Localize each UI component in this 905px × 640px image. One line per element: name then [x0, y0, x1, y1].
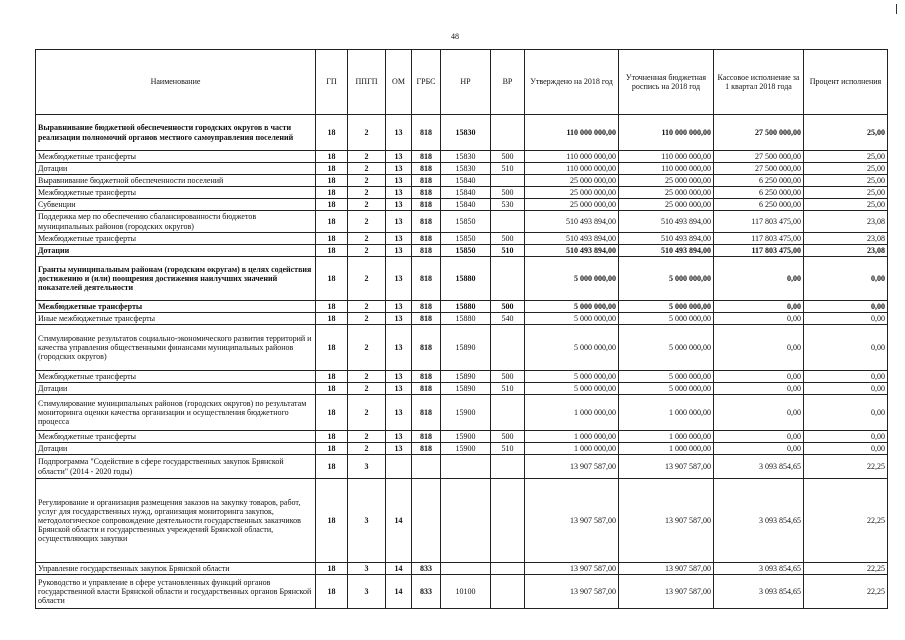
cell-gp: 18 [316, 455, 348, 479]
table-row [36, 431, 888, 443]
cell-approved: 13 907 587,00 [525, 479, 619, 563]
cell-approved: 25 000 000,00 [525, 187, 619, 199]
cell-cash: 0,00 [714, 395, 804, 431]
cell-percent: 25,00 [804, 151, 888, 163]
cell-om: 14 [386, 479, 412, 563]
cell-cash: 0,00 [714, 443, 804, 455]
header-gp: ГП [316, 50, 348, 115]
cell-grbs: 818 [412, 245, 441, 257]
cell-ppgp: 2 [348, 245, 386, 257]
cell-percent: 0,00 [804, 395, 888, 431]
cell-refined: 5 000 000,00 [619, 371, 714, 383]
table-row [36, 163, 888, 175]
cell-gp: 18 [316, 163, 348, 175]
cell-om: 13 [386, 257, 412, 301]
cell-ppgp: 2 [348, 115, 386, 151]
cell-vr: 510 [491, 163, 525, 175]
cell-vr [491, 455, 525, 479]
cell-percent: 25,00 [804, 199, 888, 211]
cell-approved: 25 000 000,00 [525, 175, 619, 187]
cell-percent: 0,00 [804, 313, 888, 325]
cell-om: 13 [386, 301, 412, 313]
cell-grbs: 818 [412, 163, 441, 175]
cell-percent: 25,00 [804, 163, 888, 175]
cell-grbs: 818 [412, 325, 441, 371]
cell-refined: 5 000 000,00 [619, 383, 714, 395]
cell-gp: 18 [316, 257, 348, 301]
cell-approved: 1 000 000,00 [525, 443, 619, 455]
cell-grbs: 818 [412, 151, 441, 163]
cell-ppgp: 3 [348, 563, 386, 575]
table-header-row [36, 50, 888, 115]
cell-refined: 1 000 000,00 [619, 443, 714, 455]
cell-gp: 18 [316, 233, 348, 245]
cell-grbs: 818 [412, 233, 441, 245]
cell-ppgp: 2 [348, 383, 386, 395]
table-row [36, 233, 888, 245]
cell-nr [441, 563, 491, 575]
cell-percent: 22,25 [804, 479, 888, 563]
cell-om: 13 [386, 395, 412, 431]
cell-om: 13 [386, 443, 412, 455]
cell-refined: 5 000 000,00 [619, 257, 714, 301]
cell-percent: 23,08 [804, 245, 888, 257]
cell-name: Межбюджетные трансферты [36, 187, 316, 199]
cell-percent: 0,00 [804, 325, 888, 371]
cell-ppgp: 2 [348, 313, 386, 325]
cell-vr: 510 [491, 383, 525, 395]
cell-vr [491, 175, 525, 187]
header-refined: Уточненная бюджетная роспись на 2018 год [619, 50, 714, 115]
cell-grbs: 818 [412, 443, 441, 455]
cell-approved: 5 000 000,00 [525, 313, 619, 325]
cell-nr: 15880 [441, 313, 491, 325]
cell-cash: 27 500 000,00 [714, 115, 804, 151]
cell-ppgp: 2 [348, 211, 386, 233]
cell-vr [491, 563, 525, 575]
cell-vr: 500 [491, 233, 525, 245]
cell-approved: 1 000 000,00 [525, 395, 619, 431]
cell-refined: 510 493 894,00 [619, 211, 714, 233]
cell-grbs: 818 [412, 211, 441, 233]
cell-name: Стимулирование результатов социально-экономического развития территорий и качества управления общественными финансами муниципальных районов (городских округов) [36, 325, 316, 371]
cell-grbs [412, 479, 441, 563]
cell-cash: 117 803 475,00 [714, 233, 804, 245]
page-number: 48 [451, 32, 459, 41]
cell-refined: 110 000 000,00 [619, 151, 714, 163]
table-row [36, 313, 888, 325]
cell-gp: 18 [316, 211, 348, 233]
cell-grbs: 818 [412, 313, 441, 325]
cell-refined: 5 000 000,00 [619, 313, 714, 325]
cell-name: Руководство и управление в сфере установленных функций органов государственной власти Брянской области и государственных органов Брянской области [36, 575, 316, 609]
table-row [36, 257, 888, 301]
cell-cash: 117 803 475,00 [714, 211, 804, 233]
cell-name: Подпрограмма "Содействие в сфере государственных закупок Брянской области" (2014 - 2020 годы) [36, 455, 316, 479]
cell-ppgp: 3 [348, 479, 386, 563]
cell-cash: 0,00 [714, 301, 804, 313]
cell-percent: 23,08 [804, 211, 888, 233]
cell-name: Гранты муниципальным районам (городским округам) в целях содействия достижению и (или) поощрения достижения наилучших значений показателей деятельности [36, 257, 316, 301]
cell-nr: 15900 [441, 395, 491, 431]
cell-percent: 0,00 [804, 301, 888, 313]
table-row [36, 371, 888, 383]
cell-nr: 15880 [441, 257, 491, 301]
header-cash: Кассовое исполнение за 1 квартал 2018 года [714, 50, 804, 115]
cell-ppgp: 2 [348, 257, 386, 301]
cell-ppgp: 2 [348, 163, 386, 175]
cell-nr: 15890 [441, 371, 491, 383]
cell-cash: 0,00 [714, 257, 804, 301]
cell-om: 13 [386, 151, 412, 163]
cell-nr: 15850 [441, 245, 491, 257]
cell-om: 13 [386, 211, 412, 233]
table-row [36, 325, 888, 371]
cell-approved: 5 000 000,00 [525, 371, 619, 383]
cell-om: 13 [386, 175, 412, 187]
cell-refined: 25 000 000,00 [619, 187, 714, 199]
cell-cash: 0,00 [714, 383, 804, 395]
cell-vr: 500 [491, 301, 525, 313]
cell-percent: 22,25 [804, 455, 888, 479]
cell-ppgp: 2 [348, 151, 386, 163]
header-grbs: ГРБС [412, 50, 441, 115]
cell-ppgp: 2 [348, 431, 386, 443]
cell-nr: 15900 [441, 443, 491, 455]
header-vr: ВР [491, 50, 525, 115]
cell-nr: 15890 [441, 383, 491, 395]
cell-vr: 500 [491, 151, 525, 163]
cell-nr: 15830 [441, 115, 491, 151]
cell-name: Выравнивание бюджетной обеспеченности поселений [36, 175, 316, 187]
cell-vr [491, 395, 525, 431]
cell-nr: 15880 [441, 301, 491, 313]
cell-nr: 15850 [441, 233, 491, 245]
cell-cash: 117 803 475,00 [714, 245, 804, 257]
cell-percent: 0,00 [804, 383, 888, 395]
cell-grbs: 818 [412, 383, 441, 395]
cell-om: 13 [386, 163, 412, 175]
cell-cash: 6 250 000,00 [714, 199, 804, 211]
cell-gp: 18 [316, 575, 348, 609]
cell-cash: 3 093 854,65 [714, 575, 804, 609]
cell-vr: 530 [491, 199, 525, 211]
cell-grbs: 833 [412, 575, 441, 609]
cell-om: 13 [386, 325, 412, 371]
table-row [36, 563, 888, 575]
cell-vr [491, 211, 525, 233]
cell-gp: 18 [316, 443, 348, 455]
cell-grbs: 818 [412, 187, 441, 199]
cell-vr [491, 479, 525, 563]
cell-cash: 0,00 [714, 431, 804, 443]
cell-gp: 18 [316, 199, 348, 211]
cell-vr: 510 [491, 245, 525, 257]
cell-refined: 1 000 000,00 [619, 431, 714, 443]
cell-nr [441, 455, 491, 479]
cell-gp: 18 [316, 187, 348, 199]
cell-gp: 18 [316, 151, 348, 163]
cell-om [386, 455, 412, 479]
cell-ppgp: 2 [348, 443, 386, 455]
cell-vr: 540 [491, 313, 525, 325]
cell-vr: 510 [491, 443, 525, 455]
cell-refined: 110 000 000,00 [619, 115, 714, 151]
cell-refined: 13 907 587,00 [619, 455, 714, 479]
header-name: Наименование [36, 50, 316, 115]
cell-grbs: 818 [412, 431, 441, 443]
cell-percent: 0,00 [804, 431, 888, 443]
cell-cash: 3 093 854,65 [714, 455, 804, 479]
cell-cash: 6 250 000,00 [714, 187, 804, 199]
cell-cash: 6 250 000,00 [714, 175, 804, 187]
cell-refined: 25 000 000,00 [619, 175, 714, 187]
cell-refined: 5 000 000,00 [619, 325, 714, 371]
cell-refined: 510 493 894,00 [619, 245, 714, 257]
cell-om: 13 [386, 199, 412, 211]
cell-vr [491, 325, 525, 371]
cell-nr: 15830 [441, 151, 491, 163]
cell-ppgp: 2 [348, 371, 386, 383]
cell-grbs: 818 [412, 371, 441, 383]
cell-nr: 15850 [441, 211, 491, 233]
cell-approved: 5 000 000,00 [525, 257, 619, 301]
cell-approved: 1 000 000,00 [525, 431, 619, 443]
table-row [36, 455, 888, 479]
cell-name: Стимулирование муниципальных районов (городских округов) по результатам мониторинга оценки качества организации и осуществления бюджетного процесса [36, 395, 316, 431]
cell-ppgp: 2 [348, 175, 386, 187]
cell-approved: 510 493 894,00 [525, 211, 619, 233]
cell-name: Межбюджетные трансферты [36, 151, 316, 163]
cell-percent: 25,00 [804, 175, 888, 187]
cell-grbs: 818 [412, 199, 441, 211]
cell-approved: 110 000 000,00 [525, 115, 619, 151]
cell-om: 13 [386, 383, 412, 395]
cell-refined: 1 000 000,00 [619, 395, 714, 431]
cell-vr [491, 575, 525, 609]
edge-mark [896, 4, 897, 14]
table-row [36, 187, 888, 199]
cell-refined: 5 000 000,00 [619, 301, 714, 313]
cell-grbs [412, 455, 441, 479]
cell-percent: 0,00 [804, 257, 888, 301]
cell-percent: 23,08 [804, 233, 888, 245]
cell-name: Выравнивание бюджетной обеспеченности городских округов в части реализации полномочий органов местного самоуправления поселений [36, 115, 316, 151]
cell-nr: 15890 [441, 325, 491, 371]
budget-table [35, 49, 888, 609]
cell-name: Дотации [36, 245, 316, 257]
cell-refined: 13 907 587,00 [619, 479, 714, 563]
cell-nr [441, 479, 491, 563]
header-percent: Процент исполнения [804, 50, 888, 115]
cell-approved: 13 907 587,00 [525, 563, 619, 575]
cell-name: Межбюджетные трансферты [36, 301, 316, 313]
cell-percent: 0,00 [804, 443, 888, 455]
cell-cash: 0,00 [714, 313, 804, 325]
cell-cash: 3 093 854,65 [714, 479, 804, 563]
cell-nr: 15840 [441, 187, 491, 199]
cell-om: 14 [386, 563, 412, 575]
cell-grbs: 818 [412, 175, 441, 187]
table-row [36, 199, 888, 211]
cell-om: 14 [386, 575, 412, 609]
cell-name: Межбюджетные трансферты [36, 431, 316, 443]
cell-nr: 15840 [441, 175, 491, 187]
cell-grbs: 818 [412, 115, 441, 151]
cell-nr: 15900 [441, 431, 491, 443]
table-row [36, 175, 888, 187]
cell-percent: 22,25 [804, 563, 888, 575]
cell-gp: 18 [316, 479, 348, 563]
cell-gp: 18 [316, 395, 348, 431]
cell-approved: 510 493 894,00 [525, 233, 619, 245]
header-om: ОМ [386, 50, 412, 115]
cell-om: 13 [386, 115, 412, 151]
cell-om: 13 [386, 233, 412, 245]
cell-gp: 18 [316, 371, 348, 383]
cell-ppgp: 3 [348, 575, 386, 609]
cell-cash: 3 093 854,65 [714, 563, 804, 575]
cell-om: 13 [386, 245, 412, 257]
cell-refined: 25 000 000,00 [619, 199, 714, 211]
cell-vr [491, 115, 525, 151]
cell-name: Иные межбюджетные трансферты [36, 313, 316, 325]
cell-approved: 13 907 587,00 [525, 575, 619, 609]
cell-cash: 0,00 [714, 325, 804, 371]
cell-name: Межбюджетные трансферты [36, 371, 316, 383]
cell-gp: 18 [316, 383, 348, 395]
cell-grbs: 818 [412, 301, 441, 313]
cell-refined: 510 493 894,00 [619, 233, 714, 245]
cell-gp: 18 [316, 175, 348, 187]
cell-gp: 18 [316, 245, 348, 257]
cell-approved: 5 000 000,00 [525, 383, 619, 395]
cell-approved: 510 493 894,00 [525, 245, 619, 257]
cell-cash: 27 500 000,00 [714, 151, 804, 163]
cell-ppgp: 2 [348, 301, 386, 313]
cell-grbs: 818 [412, 395, 441, 431]
cell-cash: 27 500 000,00 [714, 163, 804, 175]
cell-ppgp: 2 [348, 187, 386, 199]
cell-grbs: 833 [412, 563, 441, 575]
cell-name: Дотации [36, 383, 316, 395]
cell-percent: 25,00 [804, 115, 888, 151]
cell-vr: 500 [491, 187, 525, 199]
cell-gp: 18 [316, 563, 348, 575]
cell-vr [491, 257, 525, 301]
cell-name: Межбюджетные трансферты [36, 233, 316, 245]
table-row [36, 395, 888, 431]
table-row [36, 151, 888, 163]
header-ppgp: ППГП [348, 50, 386, 115]
cell-percent: 0,00 [804, 371, 888, 383]
cell-name: Поддержка мер по обеспечению сбалансированности бюджетов муниципальных районов (городских округов) [36, 211, 316, 233]
cell-cash: 0,00 [714, 371, 804, 383]
cell-percent: 22,25 [804, 575, 888, 609]
cell-nr: 15830 [441, 163, 491, 175]
cell-name: Дотации [36, 443, 316, 455]
cell-nr: 15840 [441, 199, 491, 211]
cell-approved: 5 000 000,00 [525, 301, 619, 313]
table-body [36, 115, 888, 609]
cell-ppgp: 3 [348, 455, 386, 479]
cell-gp: 18 [316, 115, 348, 151]
table-row [36, 115, 888, 151]
cell-vr: 500 [491, 431, 525, 443]
cell-vr: 500 [491, 371, 525, 383]
cell-om: 13 [386, 313, 412, 325]
cell-name: Регулирование и организация размещения заказов на закупку товаров, работ, услуг для государственных нужд, организация мониторинга закупок, методологическое сопровождение деятельности государственных заказчиков Брянской области и государственных учреждений Брянской области, осуществляющих закупки [36, 479, 316, 563]
cell-percent: 25,00 [804, 187, 888, 199]
table-row [36, 245, 888, 257]
cell-name: Управление государственных закупок Брянской области [36, 563, 316, 575]
cell-grbs: 818 [412, 257, 441, 301]
table-row [36, 575, 888, 609]
cell-refined: 110 000 000,00 [619, 163, 714, 175]
cell-name: Субвенции [36, 199, 316, 211]
cell-gp: 18 [316, 313, 348, 325]
table-row [36, 301, 888, 313]
cell-ppgp: 2 [348, 325, 386, 371]
header-nr: НР [441, 50, 491, 115]
cell-gp: 18 [316, 301, 348, 313]
cell-ppgp: 2 [348, 233, 386, 245]
cell-approved: 25 000 000,00 [525, 199, 619, 211]
table-row [36, 383, 888, 395]
cell-gp: 18 [316, 431, 348, 443]
table-row [36, 479, 888, 563]
cell-approved: 5 000 000,00 [525, 325, 619, 371]
table-row [36, 211, 888, 233]
cell-om: 13 [386, 371, 412, 383]
table-row [36, 443, 888, 455]
cell-om: 13 [386, 431, 412, 443]
cell-approved: 13 907 587,00 [525, 455, 619, 479]
header-approved: Утверждено на 2018 год [525, 50, 619, 115]
cell-refined: 13 907 587,00 [619, 563, 714, 575]
cell-name: Дотации [36, 163, 316, 175]
cell-ppgp: 2 [348, 199, 386, 211]
cell-approved: 110 000 000,00 [525, 151, 619, 163]
cell-gp: 18 [316, 325, 348, 371]
cell-nr: 10100 [441, 575, 491, 609]
cell-approved: 110 000 000,00 [525, 163, 619, 175]
cell-om: 13 [386, 187, 412, 199]
cell-refined: 13 907 587,00 [619, 575, 714, 609]
cell-ppgp: 2 [348, 395, 386, 431]
